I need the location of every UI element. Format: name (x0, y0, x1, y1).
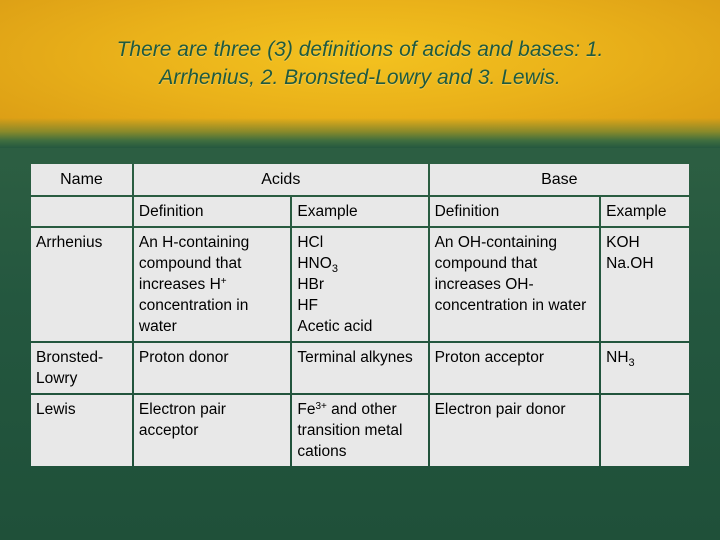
acid-example-hf: HF (297, 297, 319, 314)
subheader-base-example: Example (601, 197, 689, 226)
base-example-naoh: Na.OH (606, 255, 654, 272)
row-name: Lewis (31, 395, 132, 466)
subheader-empty (31, 197, 132, 226)
slide-title (40, 36, 680, 92)
slide-title-line-1: There are three (3) definitions of acids and bases: 1. (116, 38, 604, 61)
acid-example: Terminal alkynes (292, 343, 427, 393)
nh3-subscript: 3 (628, 357, 635, 369)
base-definition: Proton acceptor (430, 343, 600, 393)
base-example (601, 395, 689, 466)
subheader-base-definition: Definition (430, 197, 600, 226)
slide-title-line-2: Arrhenius, 2. Bronsted-Lowry and 3. Lewis. (159, 66, 561, 89)
acid-definition: Electron pair acceptor (134, 395, 290, 466)
row-name: Bronsted-Lowry (31, 343, 132, 393)
base-example-koh: KOH (606, 234, 640, 251)
base-examples (601, 228, 689, 341)
base-definition: An OH-containing compound that increases OH- concentration in water (430, 228, 600, 341)
acid-example-acetic: Acetic acid (297, 318, 373, 335)
acid-example-hcl: HCl (297, 234, 324, 251)
definitions-table (29, 162, 691, 468)
hno3-base: HNO (297, 255, 332, 272)
base-definition: Electron pair donor (430, 395, 600, 466)
subheader-acid-example: Example (292, 197, 427, 226)
acid-example-hno3 (297, 253, 422, 274)
header-base: Base (430, 164, 689, 195)
acid-definition: Proton donor (134, 343, 290, 393)
nh3-base: NH (606, 349, 629, 366)
table-subheader-row (31, 197, 689, 226)
fe-rest: and other transition metal cations (297, 401, 403, 460)
row-name: Arrhenius (31, 228, 132, 341)
hno3-subscript: 3 (331, 263, 338, 275)
fe-base: Fe (297, 401, 316, 418)
table-row-arrhenius (31, 228, 689, 341)
table-header-row (31, 164, 689, 195)
table-row-lewis (31, 395, 689, 466)
table-row-bronsted-lowry (31, 343, 689, 393)
acid-examples (292, 228, 427, 341)
acid-definition (134, 228, 290, 341)
fe-charge: 3+ (315, 401, 327, 412)
header-name: Name (31, 164, 132, 195)
acid-definition-text-a: An H-containing compound that increases H (138, 234, 250, 293)
subheader-acid-definition: Definition (134, 197, 290, 226)
hydrogen-ion-charge: + (220, 276, 227, 287)
header-acids: Acids (134, 164, 428, 195)
acid-example (292, 395, 427, 466)
header-edge-decoration (0, 118, 720, 148)
acid-example-hbr: HBr (297, 276, 325, 293)
base-example (601, 343, 689, 393)
acid-definition-text-b: concentration in water (138, 297, 249, 335)
